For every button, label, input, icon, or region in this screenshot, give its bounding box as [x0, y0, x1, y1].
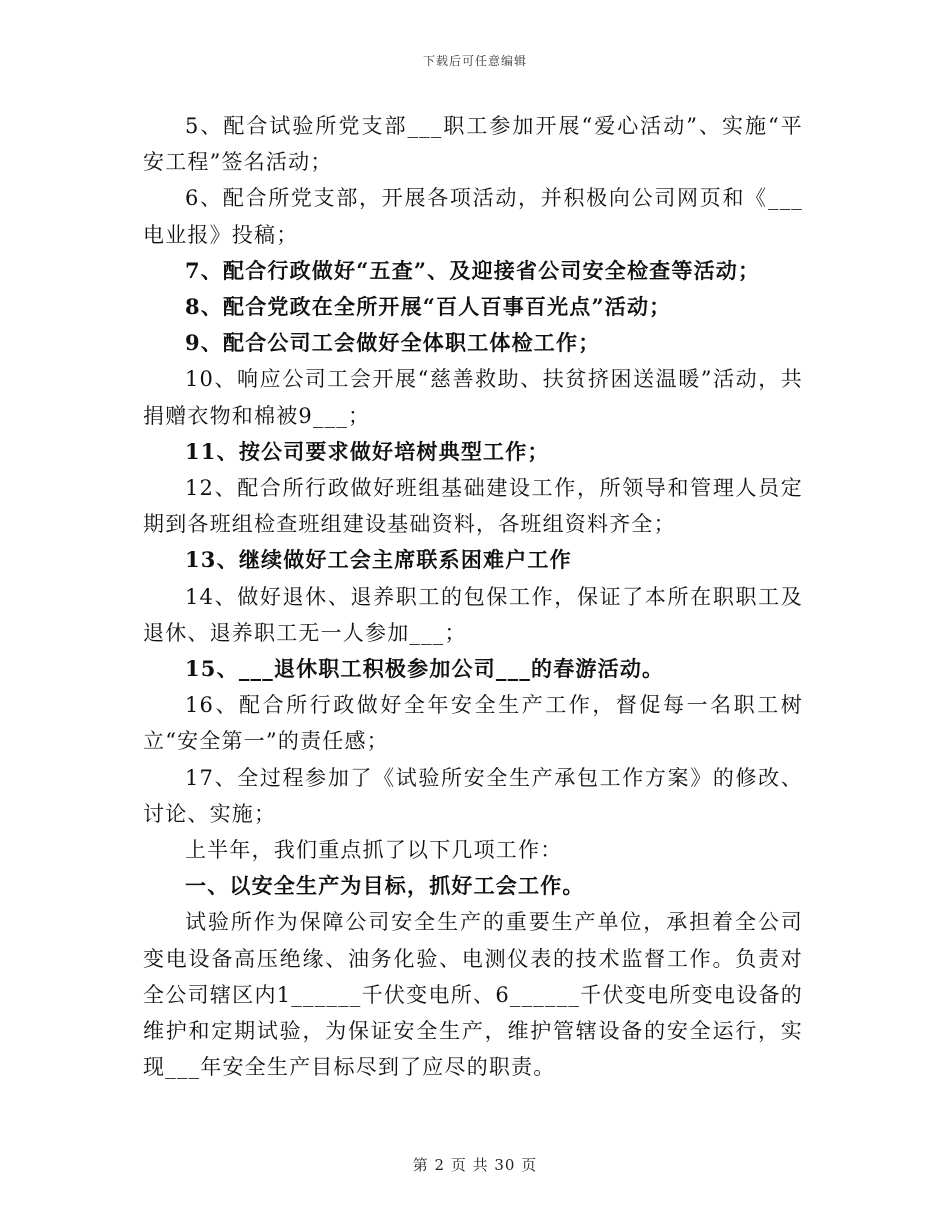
- paragraph-16: 16、配合所行政做好全年安全生产工作，督促每一名职工树立“安全第一”的责任感；: [143, 693, 803, 754]
- paragraph-11: 11、按公司要求做好培树典型工作；: [185, 438, 550, 464]
- paragraph-13: 13、继续做好工会主席联系困难户工作: [185, 547, 572, 573]
- page-header: 下载后可任意编辑: [422, 54, 527, 68]
- paragraph-5: 5、配合试验所党支部___职工参加开展“爱心活动”、实施“平安工程”签名活动；: [143, 114, 803, 175]
- paragraph-12: 12、配合所行政做好班组基础建设工作，所领导和管理人员定期到各班组检查班组建设基础资料，各班组资料齐全；: [143, 476, 803, 537]
- paragraph-10: 10、响应公司工会开展“慈善救助、扶贫挤困送温暖”活动，共捐赠衣物和棉被9___；: [143, 367, 803, 428]
- paragraph-17: 17、全过程参加了《试验所安全生产承包工作方案》的修改、讨论、实施；: [143, 765, 803, 826]
- paragraph-8: 8、配合党政在全所开展“百人百事百光点”活动；: [185, 294, 672, 320]
- section-heading-1: 一、以安全生产为目标，抓好工会工作。: [185, 873, 585, 899]
- paragraph-9: 9、配合公司工会做好全体职工体检工作；: [185, 330, 601, 356]
- paragraph-6: 6、配合所党支部，开展各项活动，并积极向公司网页和《___电业报》投稿；: [143, 186, 803, 247]
- paragraph-14: 14、做好退休、退养职工的包保工作，保证了本所在职职工及退休、退养职工无一人参加___；: [143, 584, 803, 645]
- paragraph-7: 7、配合行政做好“五查”、及迎接省公司安全检查等活动；: [185, 257, 761, 283]
- paragraph-section-1-body: 试验所作为保障公司安全生产的重要生产单位，承担着全公司变电设备高压绝缘、油务化验、电测仪表的技术监督工作。负责对全公司辖区内1______千伏变电所、6______千伏变电所变电设备的维护和定期试验，为保证安全生产，维护管辖设备的安全运行，实现___年安全生产目标尽到了应尽的职责。: [143, 910, 803, 1080]
- paragraph-summary-intro: 上半年，我们重点抓了以下几项工作：: [185, 838, 563, 863]
- document-body: [143, 108, 803, 1085]
- paragraph-15: 15、___退休职工积极参加公司___的春游活动。: [185, 656, 665, 682]
- page-footer: 第 2 页 共 30 页: [412, 1156, 538, 1174]
